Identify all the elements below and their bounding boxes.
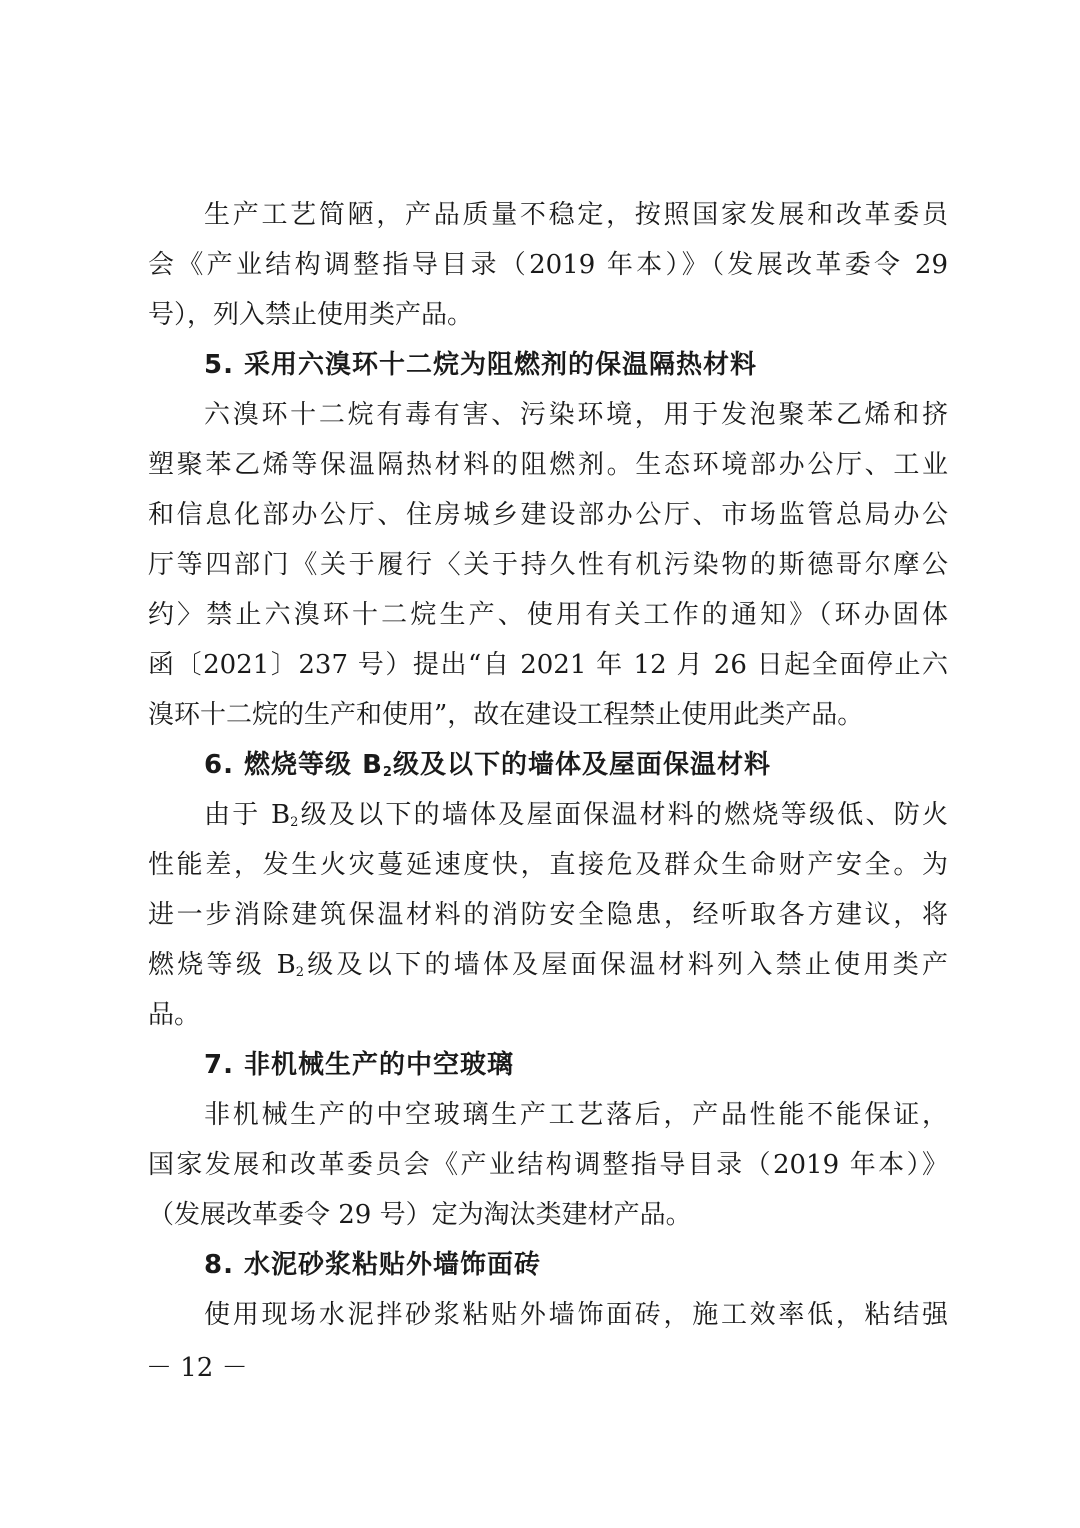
subscript: 2	[295, 965, 305, 980]
text-line	[148, 940, 948, 990]
section-heading-6	[148, 740, 948, 790]
heading-text: 级及以下的墙体及屋面保温材料	[392, 750, 771, 780]
text-line: 塑聚苯乙烯等保温隔热材料的阻燃剂。生态环境部办公厅、工业	[148, 450, 948, 480]
text-segment: 由于 B	[204, 800, 291, 830]
text-line: 会《产业结构调整指导目录（2019 年本）》（发展改革委令 29	[148, 250, 948, 280]
section-heading-8: 8. 水泥砂浆粘贴外墙饰面砖	[204, 1250, 542, 1280]
text-line: 进一步消除建筑保温材料的消防安全隐患，经听取各方建议，将	[148, 900, 948, 930]
text-line: 国家发展和改革委员会《产业结构调整指导目录（2019 年本）》	[148, 1150, 948, 1180]
text-line: 溴环十二烷的生产和使用”，故在建设工程禁止使用此类产品。	[148, 700, 864, 730]
text-line: 和信息化部办公厅、住房城乡建设部办公厅、市场监管总局办公	[148, 500, 948, 530]
heading-text: 6. 燃烧等级 B	[204, 750, 383, 780]
text-segment: 级及以下的墙体及屋面保温材料的燃烧等级低、防火	[298, 800, 948, 830]
section-heading-5: 5. 采用六溴环十二烷为阻燃剂的保温隔热材料	[204, 350, 758, 380]
text-line: 函〔2021〕237 号）提出“自 2021 年 12 月 26 日起全面停止六	[148, 650, 948, 680]
text-line: 非机械生产的中空玻璃生产工艺落后，产品性能不能保证，	[204, 1100, 948, 1130]
subscript: 2	[382, 765, 393, 780]
page-number: － 12 －	[146, 1353, 248, 1383]
text-line: （发展改革委令 29 号）定为淘汰类建材产品。	[148, 1200, 692, 1230]
text-line: 号），列入禁止使用类产品。	[148, 300, 474, 330]
text-line: 六溴环十二烷有毒有害、污染环境，用于发泡聚苯乙烯和挤	[204, 400, 948, 430]
document-body	[148, 190, 948, 1340]
text-line: 生产工艺简陋，产品质量不稳定，按照国家发展和改革委员	[204, 200, 948, 230]
section-heading-7: 7. 非机械生产的中空玻璃	[204, 1050, 515, 1080]
text-line: 使用现场水泥拌砂浆粘贴外墙饰面砖，施工效率低，粘结强	[204, 1300, 948, 1330]
text-line	[148, 790, 948, 840]
text-line: 品。	[148, 1000, 201, 1030]
text-line: 约〉禁止六溴环十二烷生产、使用有关工作的通知》（环办固体	[148, 600, 948, 630]
subscript: 2	[290, 815, 299, 830]
text-line: 厅等四部门《关于履行〈关于持久性有机污染物的斯德哥尔摩公	[148, 550, 948, 580]
text-segment: 燃烧等级 B	[148, 950, 296, 980]
text-line: 性能差，发生火灾蔓延速度快，直接危及群众生命财产安全。为	[148, 850, 948, 880]
text-segment: 级及以下的墙体及屋面保温材料列入禁止使用类产	[304, 950, 948, 980]
